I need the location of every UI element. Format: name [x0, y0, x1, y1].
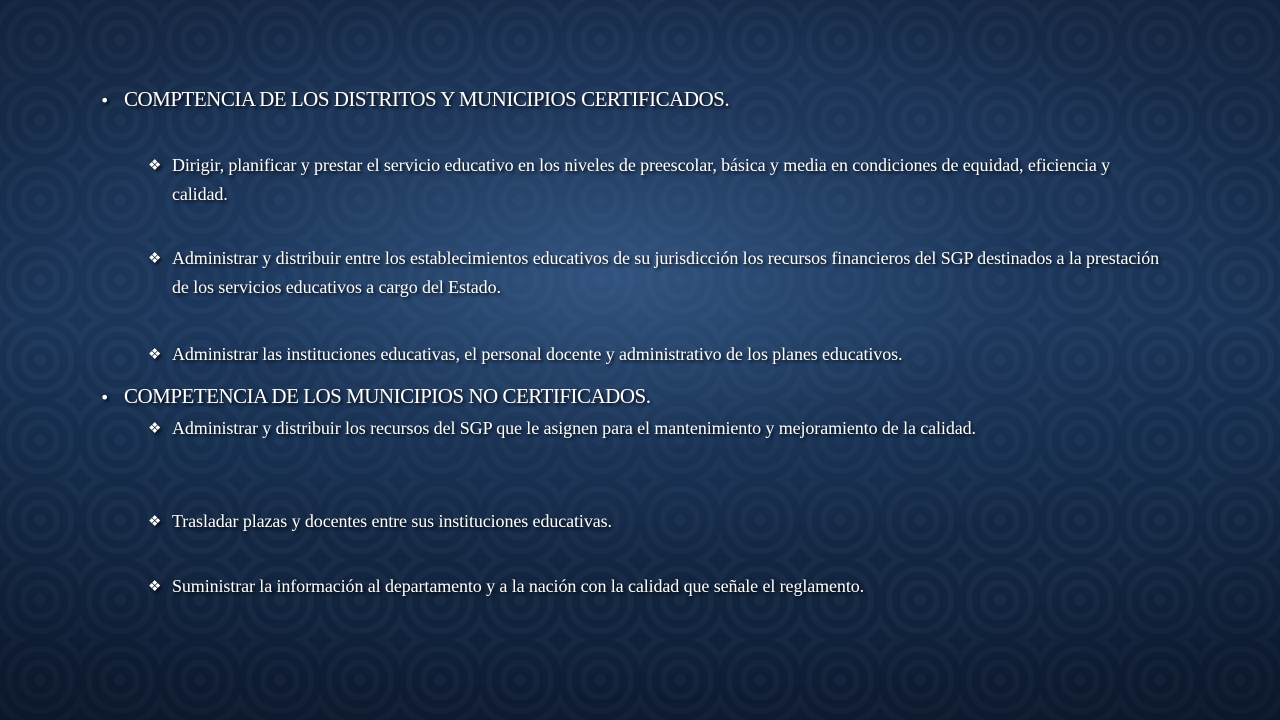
list-item [148, 151, 1170, 209]
list-item-text: Administrar y distribuir los recursos del SGP que le asignen para el mantenimiento y mejoramiento de la calidad. [172, 418, 976, 438]
diamond-bullet-icon: ❖ [148, 345, 162, 363]
list-item-text: Dirigir, planificar y prestar el servicio educativo en los niveles de preescolar, básica y media en condiciones de equidad, eficiencia y calidad. [172, 155, 1111, 204]
list-item-text: Administrar y distribuir entre los establecimientos educativos de su jurisdicción los recursos financieros del SGP destinados a la prestación de los servicios educativos a cargo del Estado. [172, 248, 1160, 297]
diamond-bullet-icon: ❖ [148, 512, 162, 530]
diamond-bullet-icon: ❖ [148, 249, 162, 267]
round-bullet-icon: • [100, 91, 109, 110]
list-item [148, 340, 1170, 369]
list-item-text: Trasladar plazas y docentes entre sus instituciones educativas. [172, 511, 612, 531]
diamond-bullet-icon: ❖ [148, 577, 162, 595]
list-item-text: Administrar las instituciones educativas, el personal docente y administrativo de los planes educativos. [172, 344, 903, 364]
diamond-bullet-icon: ❖ [148, 156, 162, 174]
list-item [148, 572, 1170, 601]
section-heading-certificados [100, 86, 1180, 114]
round-bullet-icon: • [100, 388, 109, 407]
list-item [148, 507, 1170, 536]
list-item [148, 414, 1170, 443]
section-heading-text: COMPETENCIA DE LOS MUNICIPIOS NO CERTIFICADOS. [124, 384, 651, 408]
list-item-text: Suministrar la información al departamento y a la nación con la calidad que señale el reglamento. [172, 576, 865, 596]
list-item [148, 244, 1170, 302]
section-heading-no-certificados [100, 383, 1180, 411]
diamond-bullet-icon: ❖ [148, 419, 162, 437]
section-heading-text: COMPTENCIA DE LOS DISTRITOS Y MUNICIPIOS CERTIFICADOS. [124, 87, 730, 111]
